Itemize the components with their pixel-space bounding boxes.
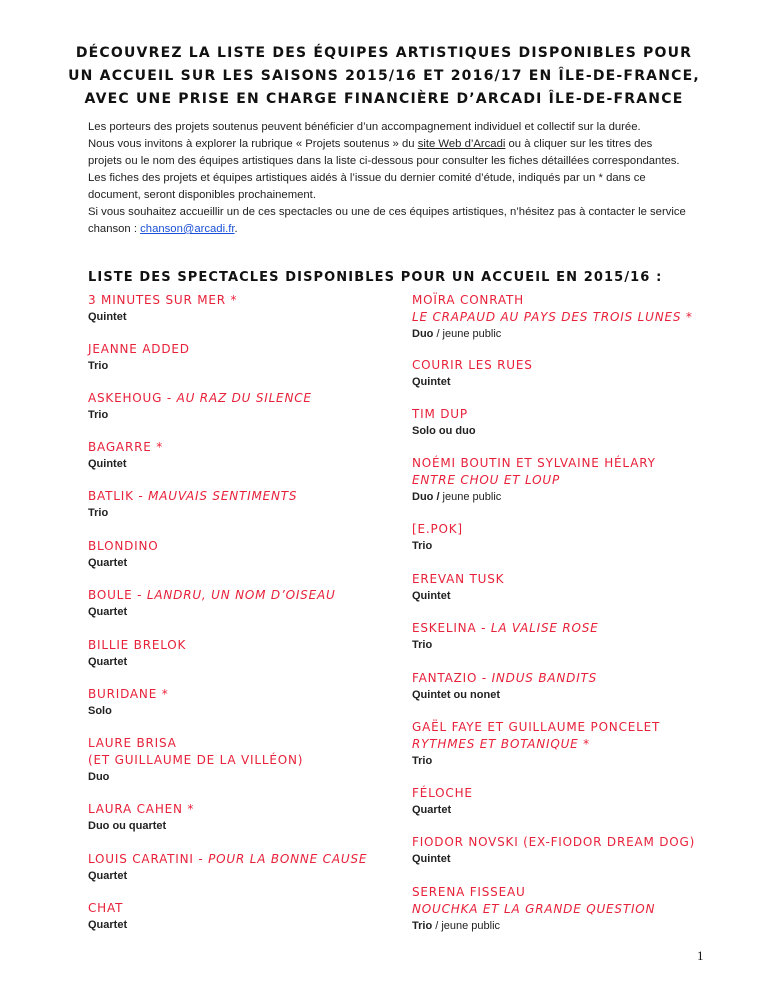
show-title-link[interactable] <box>412 292 693 309</box>
page-number: 1 <box>697 948 704 963</box>
email-link[interactable]: chanson@arcadi.fr <box>140 223 235 235</box>
show-entry <box>88 390 312 424</box>
artist-name: MOÏRA CONRATH <box>412 293 524 307</box>
artist-name: JEANNE ADDED <box>88 342 190 356</box>
format-text: Trio <box>412 755 433 767</box>
show-subtitle: LANDRU, UN NOM D’OISEAU <box>146 588 336 602</box>
format-text: Quintet <box>88 458 127 470</box>
format-label <box>88 407 312 424</box>
show-entry <box>412 620 599 654</box>
intro-text-span: Si vous souhaitez accueillir un de ces spectacles ou une de ces équipes artistiques, n’hésitez pas à contacter le service chanson : <box>88 206 686 235</box>
format-text: Quartet <box>88 606 128 618</box>
format-text: Trio <box>412 639 433 651</box>
show-entry <box>412 455 656 506</box>
show-entry <box>412 834 695 868</box>
format-text: Quartet <box>88 919 128 931</box>
artist-name: FÉLOCHE <box>412 786 473 800</box>
show-entry <box>412 884 655 935</box>
show-title-link[interactable] <box>88 439 163 456</box>
artist-name: BLONDINO <box>88 539 159 553</box>
format-label <box>412 326 693 343</box>
show-title-link[interactable] <box>412 719 660 736</box>
artist-name: TIM DUP <box>412 407 468 421</box>
format-text: Quintet <box>412 376 451 388</box>
format-text: Trio <box>88 409 109 421</box>
artist-name: SERENA FISSEAU <box>412 885 526 899</box>
format-text: Duo <box>412 328 434 340</box>
format-text: Quartet <box>88 656 128 668</box>
show-title-link[interactable] <box>412 521 463 538</box>
format-label <box>88 555 159 572</box>
title-line-3: AVEC UNE PRISE EN CHARGE FINANCIÈRE D’ARCADI ÎLE-DE-FRANCE <box>84 91 684 107</box>
show-title-link[interactable] <box>412 357 533 374</box>
artist-name: LAURA CAHEN * <box>88 802 195 816</box>
format-text: Quintet <box>412 853 451 865</box>
format-label <box>88 604 336 621</box>
artist-name: [E.POK] <box>412 522 463 536</box>
artist-name: BATLIK - <box>88 489 149 503</box>
intro-text-span: Nous vous invitons à explorer la rubrique « Projets soutenus » du <box>88 138 418 150</box>
format-label <box>412 851 695 868</box>
artist-name: NOÉMI BOUTIN ET SYLVAINE HÉLARY <box>412 456 656 470</box>
format-text: Duo <box>88 771 110 783</box>
show-subtitle[interactable]: (ET GUILLAUME DE LA VILLÉON) <box>88 753 304 767</box>
artist-name: CHAT <box>88 901 124 915</box>
format-text: Solo ou duo <box>412 425 476 437</box>
format-text: Quintet <box>412 590 451 602</box>
show-entry <box>88 735 303 786</box>
format-text: Solo <box>88 705 112 717</box>
format-text: Trio <box>88 360 109 372</box>
format-label <box>88 868 367 885</box>
show-entry <box>88 801 194 835</box>
artist-name: LAURE BRISA <box>88 736 177 750</box>
artist-name: FANTAZIO - <box>412 671 492 685</box>
format-label <box>412 423 476 440</box>
arcadi-site-link[interactable]: site Web d’Arcadi <box>417 138 506 150</box>
format-label <box>412 753 660 770</box>
show-title-link[interactable] <box>88 801 194 818</box>
show-title-link[interactable] <box>88 587 336 604</box>
title-line-1: DÉCOUVREZ LA LISTE DES ÉQUIPES ARTISTIQUES DISPONIBLES POUR <box>75 45 693 61</box>
show-entry <box>88 488 297 522</box>
intro-paragraph-3: Les fiches des projets et équipes artistiques aidés à l’issue du dernier comité d’étude, indiqués par un * dans ce document, seront disponibles prochainement. <box>88 172 646 201</box>
section-title: LISTE DES SPECTACLES DISPONIBLES POUR UN ACCUEIL EN 2015/16 : <box>88 270 663 285</box>
show-title-link[interactable] <box>88 488 297 505</box>
format-text: Quintet ou nonet <box>412 689 500 701</box>
intro-paragraph-2 <box>88 136 688 170</box>
intro-paragraph-4 <box>88 204 688 238</box>
format-text: Trio <box>412 540 433 552</box>
show-subtitle: INDUS BANDITS <box>491 671 598 685</box>
show-title-link[interactable] <box>88 900 127 917</box>
show-title-link[interactable] <box>88 637 186 654</box>
format-label <box>412 588 504 605</box>
format-label <box>412 802 473 819</box>
format-label <box>88 456 163 473</box>
format-label <box>88 818 194 835</box>
show-title-link[interactable] <box>88 538 159 555</box>
show-subtitle: AU RAZ DU SILENCE <box>176 391 312 405</box>
show-entry <box>412 406 476 440</box>
format-label <box>88 917 127 934</box>
page-title <box>60 42 708 111</box>
audience-text: / jeune public <box>432 920 501 932</box>
artist-name: FIODOR NOVSKI (EX-FIODOR DREAM DOG) <box>412 835 696 849</box>
intro-paragraph-1: Les porteurs des projets soutenus peuvent bénéficier d’un accompagnement individuel et collectif sur la durée. <box>88 121 641 133</box>
show-entry <box>412 719 660 770</box>
format-text: Quintet <box>88 311 127 323</box>
format-text: Quartet <box>88 870 128 882</box>
show-entry <box>412 785 473 819</box>
show-subtitle[interactable]: ENTRE CHOU ET LOUP <box>412 473 560 487</box>
format-text: Duo / <box>412 491 440 503</box>
artist-name: GAËL FAYE ET GUILLAUME PONCELET <box>412 720 661 734</box>
show-subtitle: LA VALISE ROSE <box>490 621 599 635</box>
format-text: Trio <box>88 507 109 519</box>
artist-name: ASKEHOUG - <box>88 391 177 405</box>
show-entry <box>88 341 190 375</box>
format-label <box>412 637 599 654</box>
format-text: Quartet <box>88 557 128 569</box>
show-title-link[interactable] <box>88 851 367 868</box>
show-title-link[interactable] <box>88 292 237 309</box>
artist-name: BAGARRE * <box>88 440 164 454</box>
format-label <box>88 703 169 720</box>
artist-name: EREVAN TUSK <box>412 572 505 586</box>
show-title-link[interactable] <box>412 834 695 851</box>
format-label <box>88 309 237 326</box>
show-entry <box>88 686 169 720</box>
intro-text <box>88 119 688 238</box>
show-entry <box>412 670 597 704</box>
show-subtitle[interactable]: RYTHMES ET BOTANIQUE * <box>412 737 590 751</box>
show-entry <box>88 637 186 671</box>
format-label <box>412 374 533 391</box>
show-title-link[interactable] <box>412 884 655 901</box>
audience-text: / jeune public <box>433 328 502 340</box>
artist-name: LOUIS CARATINI - <box>88 852 209 866</box>
artist-name: BURIDANE * <box>88 687 169 701</box>
artist-name: 3 MINUTES SUR MER * <box>88 293 238 307</box>
audience-text: jeune public <box>439 491 502 503</box>
show-entry <box>88 851 367 885</box>
title-line-2: UN ACCUEIL SUR LES SAISONS 2015/16 ET 2016/17 EN ÎLE-DE-FRANCE, <box>68 68 700 84</box>
show-subtitle: POUR LA BONNE CAUSE <box>208 852 368 866</box>
show-entry <box>88 587 336 621</box>
show-title-link[interactable] <box>412 571 504 588</box>
show-subtitle: MAUVAIS SENTIMENTS <box>148 489 298 503</box>
format-label <box>412 687 597 704</box>
format-text: Quartet <box>412 804 452 816</box>
show-entry <box>88 900 127 934</box>
artist-name: ESKELINA - <box>412 621 491 635</box>
artist-name: BILLIE BRELOK <box>88 638 187 652</box>
show-entry <box>88 292 237 326</box>
show-title-link[interactable] <box>88 735 303 752</box>
show-title-link[interactable] <box>412 406 476 423</box>
show-entry <box>88 439 163 473</box>
format-text: Trio <box>412 920 433 932</box>
show-subtitle[interactable]: NOUCHKA ET LA GRANDE QUESTION <box>412 902 656 916</box>
show-title-link[interactable] <box>88 686 169 703</box>
show-title-link[interactable] <box>412 670 597 687</box>
format-label <box>412 918 655 935</box>
show-title-link[interactable] <box>412 455 656 472</box>
format-label <box>412 489 656 506</box>
format-label <box>88 654 186 671</box>
show-title-link[interactable] <box>88 390 312 407</box>
intro-text-span: ou à cliquer sur les titres des projets ou le nom des équipes artistiques dans la liste ci-dessous pour consulter les fiches détaillées correspondantes. <box>88 138 680 167</box>
show-title-link[interactable] <box>412 620 599 637</box>
artist-name: COURIR LES RUES <box>412 358 533 372</box>
show-title-link[interactable] <box>88 341 190 358</box>
show-entry <box>412 292 693 343</box>
show-entry <box>412 571 504 605</box>
format-label <box>88 358 190 375</box>
artist-name: BOULE - <box>88 588 147 602</box>
show-entry <box>412 357 533 391</box>
format-label <box>88 769 303 786</box>
show-entry <box>88 538 159 572</box>
format-text: Duo ou quartet <box>88 820 167 832</box>
show-entry <box>412 521 463 555</box>
show-subtitle[interactable]: LE CRAPAUD AU PAYS DES TROIS LUNES * <box>412 310 693 324</box>
format-label <box>88 505 297 522</box>
show-title-link[interactable] <box>412 785 473 802</box>
format-label <box>412 538 463 555</box>
intro-text-span: . <box>234 223 238 235</box>
